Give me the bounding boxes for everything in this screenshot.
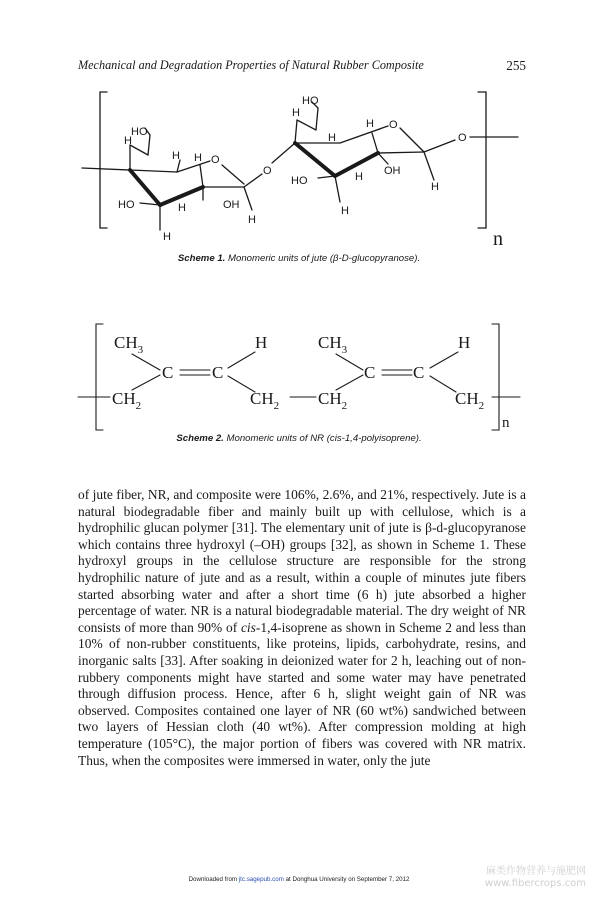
body-text-part-1: of jute fiber, NR, and composite were 106%, 2.6%, and 21%, respectively. Jute is a natural biodegradable fiber and mainly built up with cellulose, which is a hydrophilic glucan polymer [31]. The elementary unit of jute is β-d-glucopyranose which contains three hydroxyl (–OH) groups [32], as shown in Scheme 1. These hydroxyl groups in the cellulose structure are responsible for the strong hydrophilic nature of jute and as a result, within a couple of minutes jute fibers started absorbing water and after a short time (6 h) jute absorbed a higher percentage of water. NR is a natural biodegradable material. The dry weight of NR consists of more than 90% of [78, 487, 526, 635]
s2-c1: C [162, 363, 174, 382]
s1-atom-oh-right: OH [384, 165, 401, 177]
s2-ch2-left: $CH_2$ [112, 389, 142, 412]
s1-atom-h: H [172, 150, 180, 162]
footer-prefix: Downloaded from [188, 876, 238, 883]
s2-h-right: H [458, 333, 471, 352]
s1-atom-h: H [163, 231, 171, 243]
s2-c4: C [413, 363, 425, 382]
s1-atom-h: H [124, 135, 132, 147]
s1-atom-oh-left: OH [223, 199, 240, 211]
s2-c2: C [212, 363, 224, 382]
scheme-1-caption [0, 253, 598, 264]
s1-atom-h: H [194, 152, 202, 164]
body-text-part-2: -1,4-isoprene as shown in Scheme 2 and less than 10% of non-rubber constituents, like proteins, lipids, carbohydrate, resins, and inorganic salts [33]. After soaking in deionized water for 2 h, leaching out of non-rubbery components might have started and some water may have penetrated through diffusion process. Hence, after 6 h, slight weight gain of NR was observed. Composites contained one layer of NR (60 wt%) sandwiched between two layers of Hessian cloth (40 wt%). After compression molding at high temperature (105°C), the major portion of fibers was covered with NR matrix. Thus, when the composites were immersed in water, only the jute [78, 619, 527, 768]
s2-ch2-mid-right: $CH_2$ [318, 389, 348, 412]
s1-atom-o-ring-right: O [389, 119, 398, 131]
scheme-2-caption-text: Monomeric units of NR (cis-1,4-polyisoprene). [226, 433, 422, 444]
watermark-line-1: 麻类作物营养与施肥网 [486, 866, 586, 877]
s1-repeat-n: n [493, 228, 503, 250]
s1-atom-h: H [341, 205, 349, 217]
s1-atom-ho-top-right: HO [302, 95, 319, 107]
s2-ch3-left: $CH_3$ [114, 333, 144, 356]
s1-atom-h: H [292, 107, 300, 119]
scheme-2-caption [0, 433, 598, 444]
s1-atom-o-ring-left: O [211, 154, 220, 166]
s2-ch2-mid-left: $CH_2$ [250, 389, 280, 412]
s2-h-left: H [255, 333, 268, 352]
s1-atom-h: H [355, 171, 363, 183]
s1-atom-ho-top-left: HO [131, 126, 148, 138]
running-title: Mechanical and Degradation Properties of Natural Rubber Composite [78, 58, 424, 72]
body-text-italic-cis: cis [240, 619, 256, 635]
page-number: 255 [506, 58, 526, 73]
s1-atom-h: H [366, 118, 374, 130]
s2-c3: C [364, 363, 376, 382]
s1-atom-h: H [431, 181, 439, 193]
watermark-line-2: www.fibercrops.com [484, 878, 586, 889]
site-watermark [485, 866, 586, 890]
scheme-2-caption-label: Scheme 2. [176, 433, 224, 444]
s1-atom-o-glycosidic: O [263, 165, 272, 177]
s1-atom-ho-right: HO [291, 175, 308, 187]
s1-atom-ho-left: HO [118, 199, 135, 211]
s1-atom-h: H [328, 132, 336, 144]
body-paragraph [78, 487, 526, 769]
scheme-1-structure [0, 0, 598, 250]
footer-link[interactable]: jtc.sagepub.com [238, 876, 284, 883]
s1-atom-o-end: O [458, 132, 467, 144]
footer-suffix: at Donghua University on September 7, 2012 [285, 876, 410, 883]
s2-ch3-right: $CH_3$ [318, 333, 348, 356]
s1-atom-h: H [248, 214, 256, 226]
s1-atom-h: H [178, 202, 186, 214]
s2-repeat-n: n [502, 415, 510, 431]
s2-ch2-right: $CH_2$ [455, 389, 485, 412]
scheme-1-caption-label: Scheme 1. [177, 253, 226, 264]
scheme-1-caption-text: Monomeric units of jute (β-D-glucopyranose). [228, 253, 421, 264]
